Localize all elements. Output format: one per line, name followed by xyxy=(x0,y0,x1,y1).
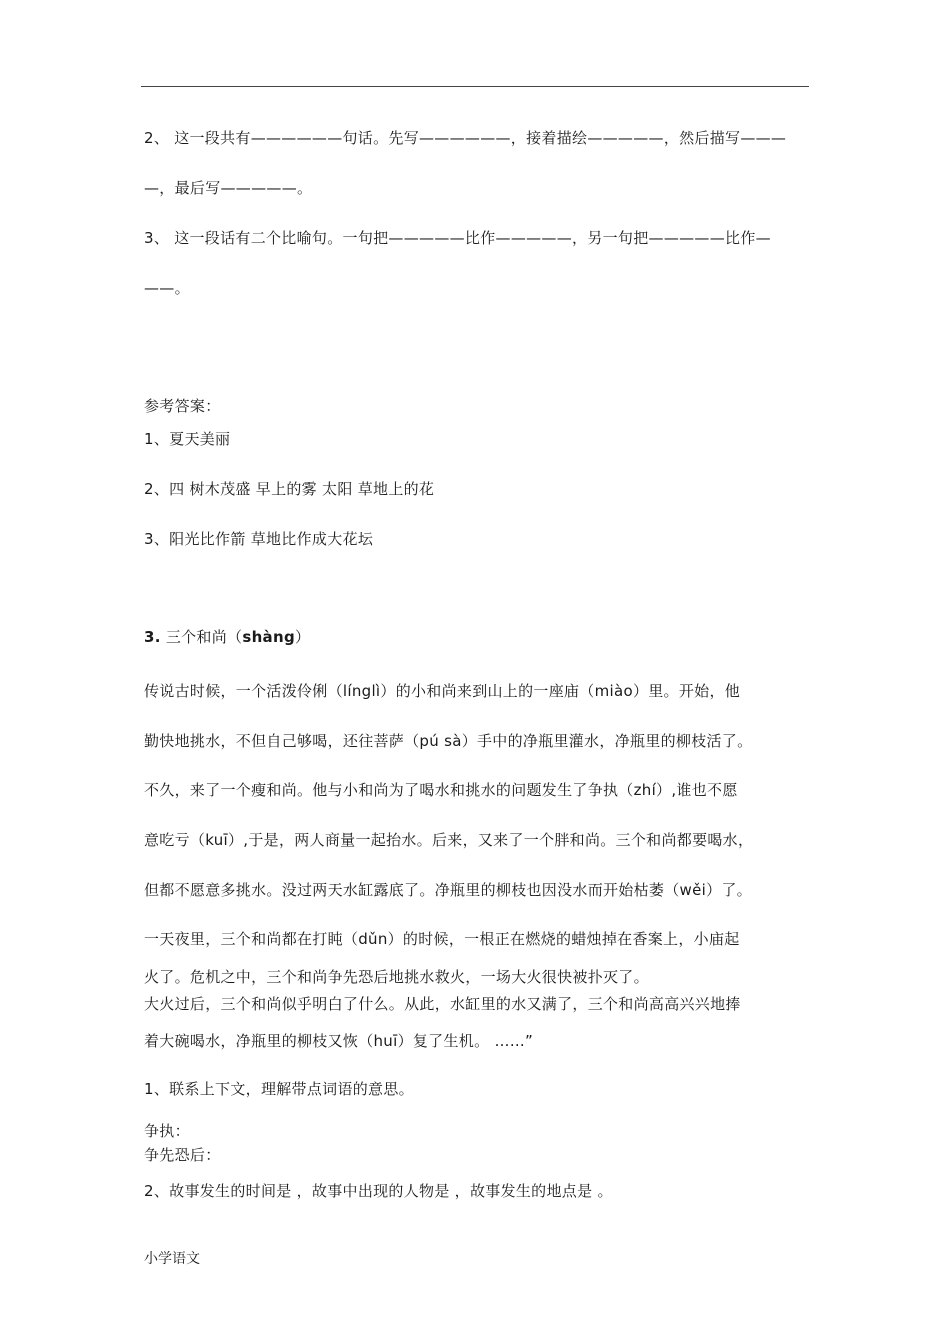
page-footer: 小学语文 xyxy=(144,1251,200,1267)
header-rule xyxy=(141,86,809,87)
story-title-end: ） xyxy=(295,628,311,646)
answer-item: 2、四 树木茂盛 早上的雾 太阳 草地上的花 xyxy=(144,480,435,498)
story-line: 传说古时候，一个活泼伶俐（línglì）的小和尚来到山上的一座庙（miào）里。开始，他 xyxy=(144,682,741,700)
story-title xyxy=(144,627,310,647)
story-line: 火了。危机之中，三个和尚争先恐后地挑水救火，一场大火很快被扑灭了。 xyxy=(144,968,649,986)
story-line: 勤快地挑水，不但自己够喝，还往菩萨（pú sà）手中的净瓶里灌水，净瓶里的柳枝活了。 xyxy=(144,732,753,750)
story-title-text: 三个和尚（ xyxy=(165,628,243,646)
story-line: 意吃亏（kuī）,于是，两人商量一起抬水。后来，又来了一个胖和尚。三个和尚都要喝水， xyxy=(144,831,754,849)
q3-line2: ——。 xyxy=(144,279,190,297)
story-number: 3. xyxy=(144,628,161,646)
q3-line1: 3、 这一段话有二个比喻句。一句把—————比作—————，另一句把—————比作— xyxy=(144,229,771,247)
story-line: 不久，来了一个瘦和尚。他与小和尚为了喝水和挑水的问题发生了争执（zhí）,谁也不愿 xyxy=(144,781,738,799)
story-line: 一天夜里，三个和尚都在打盹（dǔn）的时候，一根正在燃烧的蜡烛掉在香案上，小庙起 xyxy=(144,930,740,948)
answer-item: 3、阳光比作箭 草地比作成大花坛 xyxy=(144,530,374,548)
story-line: 着大碗喝水，净瓶里的柳枝又恢（huī）复了生机。 ……” xyxy=(144,1032,534,1050)
term-1: 争执： xyxy=(144,1122,190,1140)
story-line: 但都不愿意多挑水。没过两天水缸露底了。净瓶里的柳枝也因没水而开始枯萎（wěi）了。 xyxy=(144,881,752,899)
answer-item: 1、夏天美丽 xyxy=(144,430,231,448)
term-2: 争先恐后： xyxy=(144,1146,221,1164)
q2-line1: 2、 这一段共有——————句话。先写——————，接着描绘—————，然后描写——— xyxy=(144,129,787,147)
question-2: 2、故事发生的时间是 ，故事中出现的人物是 ，故事发生的地点是 。 xyxy=(144,1182,613,1200)
story-line: 大火过后，三个和尚似乎明白了什么。从此，水缸里的水又满了，三个和尚高高兴兴地捧 xyxy=(144,995,741,1013)
q2-line2: —，最后写—————。 xyxy=(144,179,313,197)
story-title-pinyin: shàng xyxy=(242,628,295,646)
question-1: 1、联系上下文，理解带点词语的意思。 xyxy=(144,1080,414,1098)
answers-title: 参考答案： xyxy=(144,397,221,415)
